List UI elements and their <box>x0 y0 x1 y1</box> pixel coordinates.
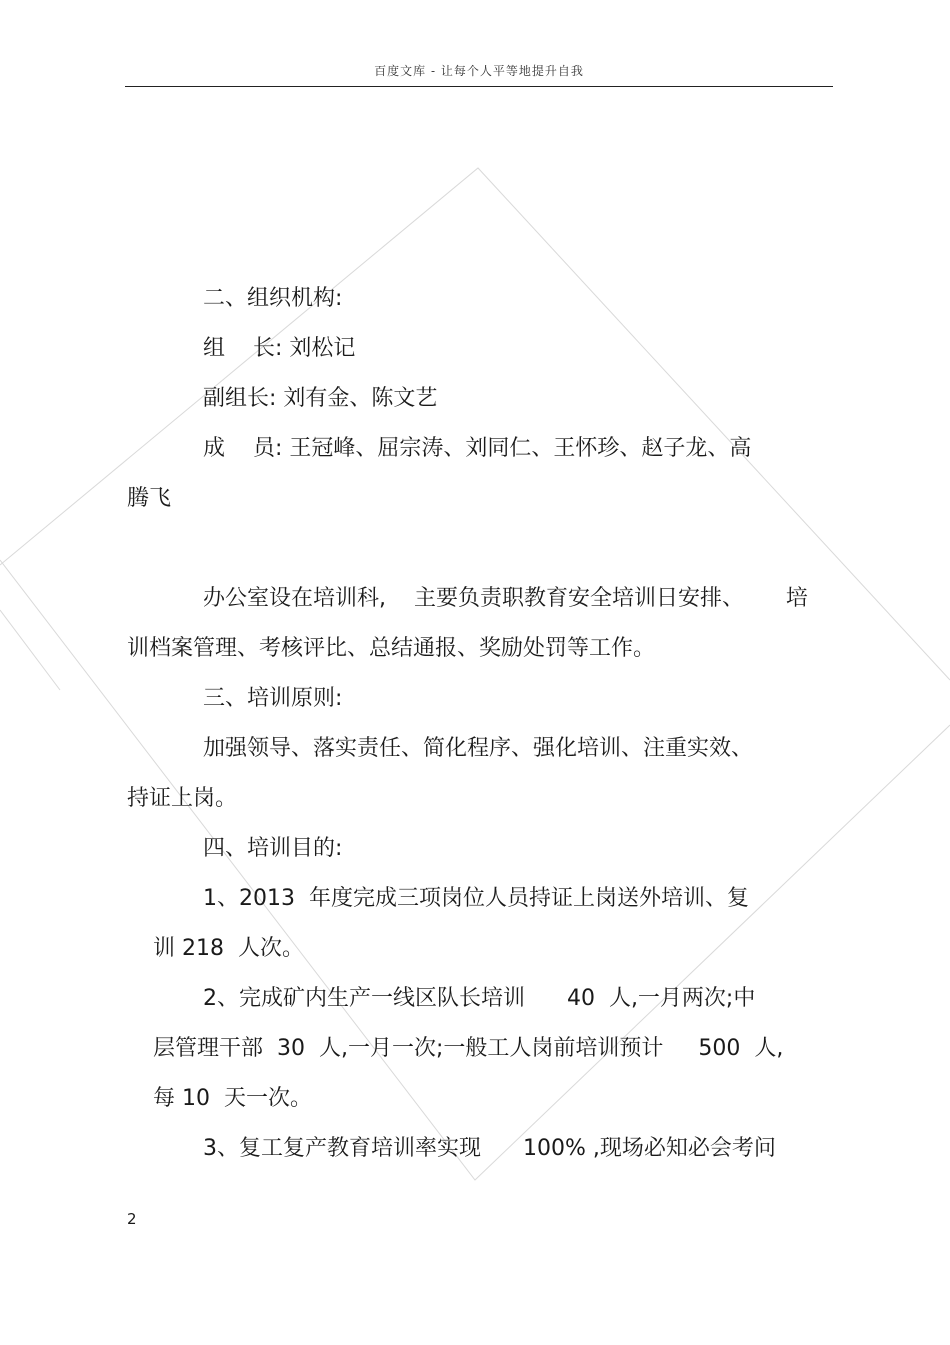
leader-line: 组 长: 刘松记 <box>203 336 356 361</box>
office-paragraph-line: 训档案管理、考核评比、总结通报、奖励处罚等工作。 <box>127 636 656 661</box>
goal-item-1-continued: 训 218 人次。 <box>153 936 304 961</box>
goal-item-3: 3、复工复产教育培训率实现 100% ,现场必知必会考问 <box>203 1136 776 1161</box>
header-divider <box>125 86 833 87</box>
page-header: 百度文库 - 让每个人平等地提升自我 <box>374 64 584 78</box>
office-paragraph-line: 办公室设在培训科, 主要负责职教育安全培训日安排、 培 <box>203 586 808 611</box>
section-heading-organization: 二、组织机构: <box>203 286 343 311</box>
members-line: 成 员: 王冠峰、屈宗涛、刘同仁、王怀珍、赵子龙、高 <box>203 436 752 461</box>
members-line-continued: 腾飞 <box>127 486 172 511</box>
section-heading-principles: 三、培训原则: <box>203 686 343 711</box>
goal-item-2: 2、完成矿内生产一线区队长培训 40 人,一月两次;中 <box>203 986 756 1011</box>
deputy-leader-line: 副组长: 刘有金、陈文艺 <box>203 386 438 411</box>
principles-line: 加强领导、落实责任、简化程序、强化培训、注重实效、 <box>203 736 754 761</box>
goal-item-2-continued: 每 10 天一次。 <box>153 1086 312 1111</box>
goal-item-2-continued: 层管理干部 30 人,一月一次;一般工人岗前培训预计 500 人, <box>153 1036 784 1061</box>
page-number: 2 <box>127 1210 137 1228</box>
principles-line-continued: 持证上岗。 <box>127 786 238 811</box>
goal-item-1: 1、2013 年度完成三项岗位人员持证上岗送外培训、复 <box>203 886 749 911</box>
section-heading-goals: 四、培训目的: <box>203 836 343 861</box>
